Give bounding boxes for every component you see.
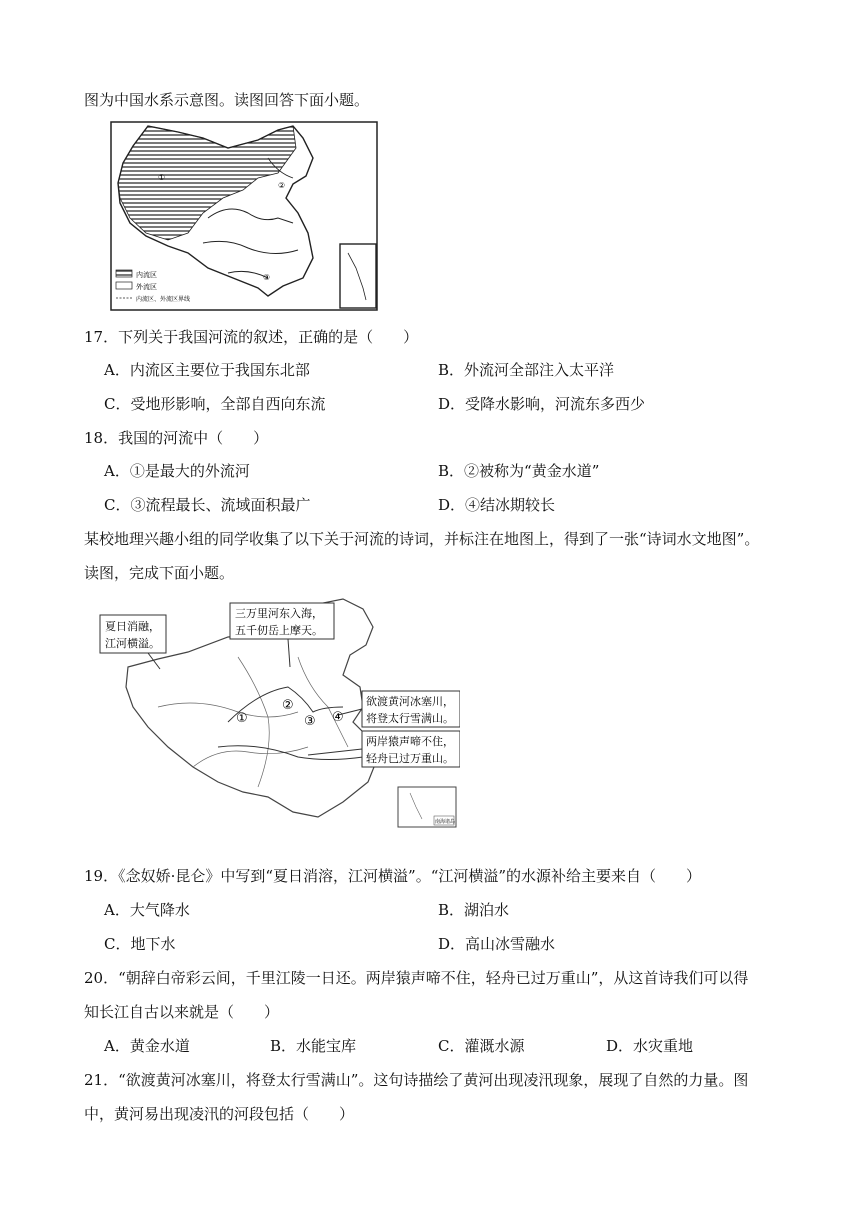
poem-box-3-line2: 将登太行雪满山。 — [366, 712, 454, 725]
question-19-stem: 19．《念奴娇·昆仑》中写到“夏日消溶，江河横溢”。“江河横溢”的水源补给主要来自（ ） — [84, 867, 702, 885]
poem-box-2-line1: 三万里河东入海， — [235, 607, 323, 620]
question-17-stem: 17．下列关于我国河流的叙述，正确的是（ ） — [84, 328, 419, 346]
poem-box-1-line1: 夏日消融， — [105, 620, 160, 633]
question-19-option-b: B．湖泊水 — [438, 901, 510, 919]
legend-outflow: 外流区 — [136, 283, 157, 291]
intro-text-2-line2: 读图，完成下面小题。 — [84, 564, 235, 582]
question-18-option-b: B．②被称为“黄金水道” — [438, 462, 600, 480]
question-18-option-a: A．①是最大的外流河 — [104, 462, 250, 480]
question-21-stem-line2: 中，黄河易出现凌汛的河段包括（ ） — [84, 1105, 355, 1123]
map2-mark-1: ① — [236, 711, 248, 726]
question-17-option-b: B．外流河全部注入太平洋 — [438, 361, 615, 379]
map2-mark-3: ③ — [304, 714, 316, 729]
question-20-stem-line2: 知长江自古以来就是（ ） — [84, 1003, 280, 1021]
china-water-system-map — [108, 118, 380, 314]
legend-boundary: 内流区、外流区界线 — [136, 296, 191, 303]
question-17-option-d: D．受降水影响，河流东多西少 — [438, 395, 646, 413]
question-17-option-c: C．受地形影响，全部自西向东流 — [104, 395, 326, 413]
poem-box-4-line2: 轻舟已过万重山。 — [366, 752, 454, 765]
poem-box-3-line1: 欲渡黄河冰塞川， — [366, 695, 454, 708]
poetry-hydrology-map — [98, 597, 460, 829]
question-19-option-d: D．高山冰雪融水 — [438, 935, 556, 953]
map2-mark-2: ② — [282, 698, 294, 713]
inset-label: 南海诸岛 — [435, 819, 456, 825]
question-18-stem: 18．我国的河流中（ ） — [84, 429, 269, 447]
question-21-stem-line1: 21．“欲渡黄河冰塞川，将登太行雪满山”。这句诗描绘了黄河出现凌汛现象，展现了自然的力量。图 — [84, 1071, 749, 1089]
legend-inland: 内流区 — [136, 271, 157, 279]
question-18-option-d: D．④结冰期较长 — [438, 496, 556, 514]
question-17-option-a: A．内流区主要位于我国东北部 — [104, 361, 310, 379]
map1-mark-3: ③ — [263, 273, 271, 282]
question-20-option-c: C．灌溉水源 — [438, 1037, 525, 1055]
question-18-option-c: C．③流程最长、流域面积最广 — [104, 496, 311, 514]
map1-mark-1: ① — [158, 173, 166, 182]
poem-box-2-line2: 五千仞岳上摩天。 — [235, 624, 323, 637]
question-20-option-b: B．水能宝库 — [270, 1037, 357, 1055]
question-19-option-a: A．大气降水 — [104, 901, 190, 919]
question-19-option-c: C．地下水 — [104, 935, 176, 953]
intro-text-2-line1: 某校地理兴趣小组的同学收集了以下关于河流的诗词，并标注在地图上，得到了一张“诗词水文地图”。 — [84, 530, 760, 548]
question-20-option-d: D．水灾重地 — [606, 1037, 694, 1055]
intro-text-1: 图为中国水系示意图。读图回答下面小题。 — [84, 91, 370, 109]
poem-box-1-line2: 江河横溢。 — [105, 637, 160, 650]
map1-mark-2: ② — [278, 181, 286, 190]
question-20-option-a: A．黄金水道 — [104, 1037, 190, 1055]
question-20-stem-line1: 20．“朝辞白帝彩云间，千里江陵一日还。两岸猿声啼不住，轻舟已过万重山”，从这首诗我们可以得 — [84, 969, 749, 987]
map2-mark-4: ④ — [332, 710, 344, 725]
poem-box-4-line1: 两岸猿声啼不住， — [366, 735, 454, 748]
